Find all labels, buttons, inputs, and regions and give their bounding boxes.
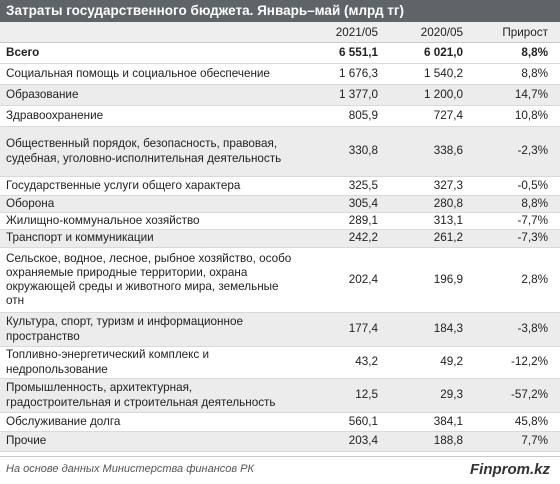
header-row [0,22,560,43]
budget-table [0,22,560,452]
value-growth: 7,7% [475,432,560,452]
table-row [0,432,560,452]
value-growth: -57,2% [475,379,560,413]
value-2020: 29,3 [390,379,475,413]
header-growth: Прирост [475,22,560,43]
value-growth: 8,8% [475,43,560,64]
value-growth: 45,8% [475,413,560,432]
table-title: Затраты государственного бюджета. Январь–май (млрд тг) [0,0,560,22]
header-label [0,22,305,43]
row-label: Жилищно-коммунальное хозяйство [0,213,305,230]
value-2020: 49,2 [390,347,475,379]
table-row [0,106,560,127]
source-note: На основе данных Министерства финансов РК [6,463,254,475]
row-label: Всего [0,43,305,64]
value-growth: 2,8% [475,248,560,313]
value-growth: -2,3% [475,127,560,177]
value-2020: 313,1 [390,213,475,230]
row-label: Здравоохранение [0,106,305,127]
value-growth: -7,3% [475,230,560,248]
value-2021: 325,5 [305,177,390,196]
value-2021: 242,2 [305,230,390,248]
row-label: Государственные услуги общего характера [0,177,305,196]
value-2021: 560,1 [305,413,390,432]
value-growth: -0,5% [475,177,560,196]
table-row [0,43,560,64]
value-2020: 196,9 [390,248,475,313]
table-row [0,313,560,347]
value-2020: 261,2 [390,230,475,248]
row-label: Сельское, водное, лесное, рыбное хозяйство, особо охраняемые природные территории, охрана окружающей среды и животного мира, земельные отн [0,248,305,313]
table-footer [0,456,560,484]
value-growth: -7,7% [475,213,560,230]
table-row [0,85,560,106]
table-row [0,230,560,248]
header-2021: 2021/05 [305,22,390,43]
row-label: Культура, спорт, туризм и информационное пространство [0,313,305,347]
value-2021: 43,2 [305,347,390,379]
value-2020: 1 540,2 [390,64,475,85]
row-label: Топливно-энергетический комплекс и недропользование [0,347,305,379]
value-growth: 8,8% [475,196,560,213]
table-row [0,64,560,85]
table-row [0,248,560,313]
value-2020: 280,8 [390,196,475,213]
table-row [0,177,560,196]
value-2020: 327,3 [390,177,475,196]
table-row [0,196,560,213]
value-growth: 8,8% [475,64,560,85]
row-label: Общественный порядок, безопасность, правовая, судебная, уголовно-исполнительная деятельность [0,127,305,177]
value-2020: 338,6 [390,127,475,177]
row-label: Обслуживание долга [0,413,305,432]
value-2021: 1 676,3 [305,64,390,85]
value-2021: 12,5 [305,379,390,413]
table-row [0,413,560,432]
table-row [0,347,560,379]
row-label: Транспорт и коммуникации [0,230,305,248]
row-label: Образование [0,85,305,106]
brand-logo-text: Finprom.kz [469,461,550,478]
value-2020: 6 021,0 [390,43,475,64]
value-2021: 1 377,0 [305,85,390,106]
value-2021: 202,4 [305,248,390,313]
value-2021: 289,1 [305,213,390,230]
row-label: Оборона [0,196,305,213]
value-2021: 330,8 [305,127,390,177]
value-2020: 1 200,0 [390,85,475,106]
table-row [0,213,560,230]
value-2021: 177,4 [305,313,390,347]
row-label: Социальная помощь и социальное обеспечение [0,64,305,85]
value-2021: 203,4 [305,432,390,452]
value-2020: 184,3 [390,313,475,347]
table-row [0,127,560,177]
value-growth: -3,8% [475,313,560,347]
value-2021: 805,9 [305,106,390,127]
header-2020: 2020/05 [390,22,475,43]
value-2020: 727,4 [390,106,475,127]
table-row [0,379,560,413]
row-label: Промышленность, архитектурная, градостроительная и строительная деятельность [0,379,305,413]
value-2020: 384,1 [390,413,475,432]
value-growth: -12,2% [475,347,560,379]
value-2021: 6 551,1 [305,43,390,64]
value-2020: 188,8 [390,432,475,452]
value-growth: 14,7% [475,85,560,106]
value-growth: 10,8% [475,106,560,127]
row-label: Прочие [0,432,305,452]
value-2021: 305,4 [305,196,390,213]
